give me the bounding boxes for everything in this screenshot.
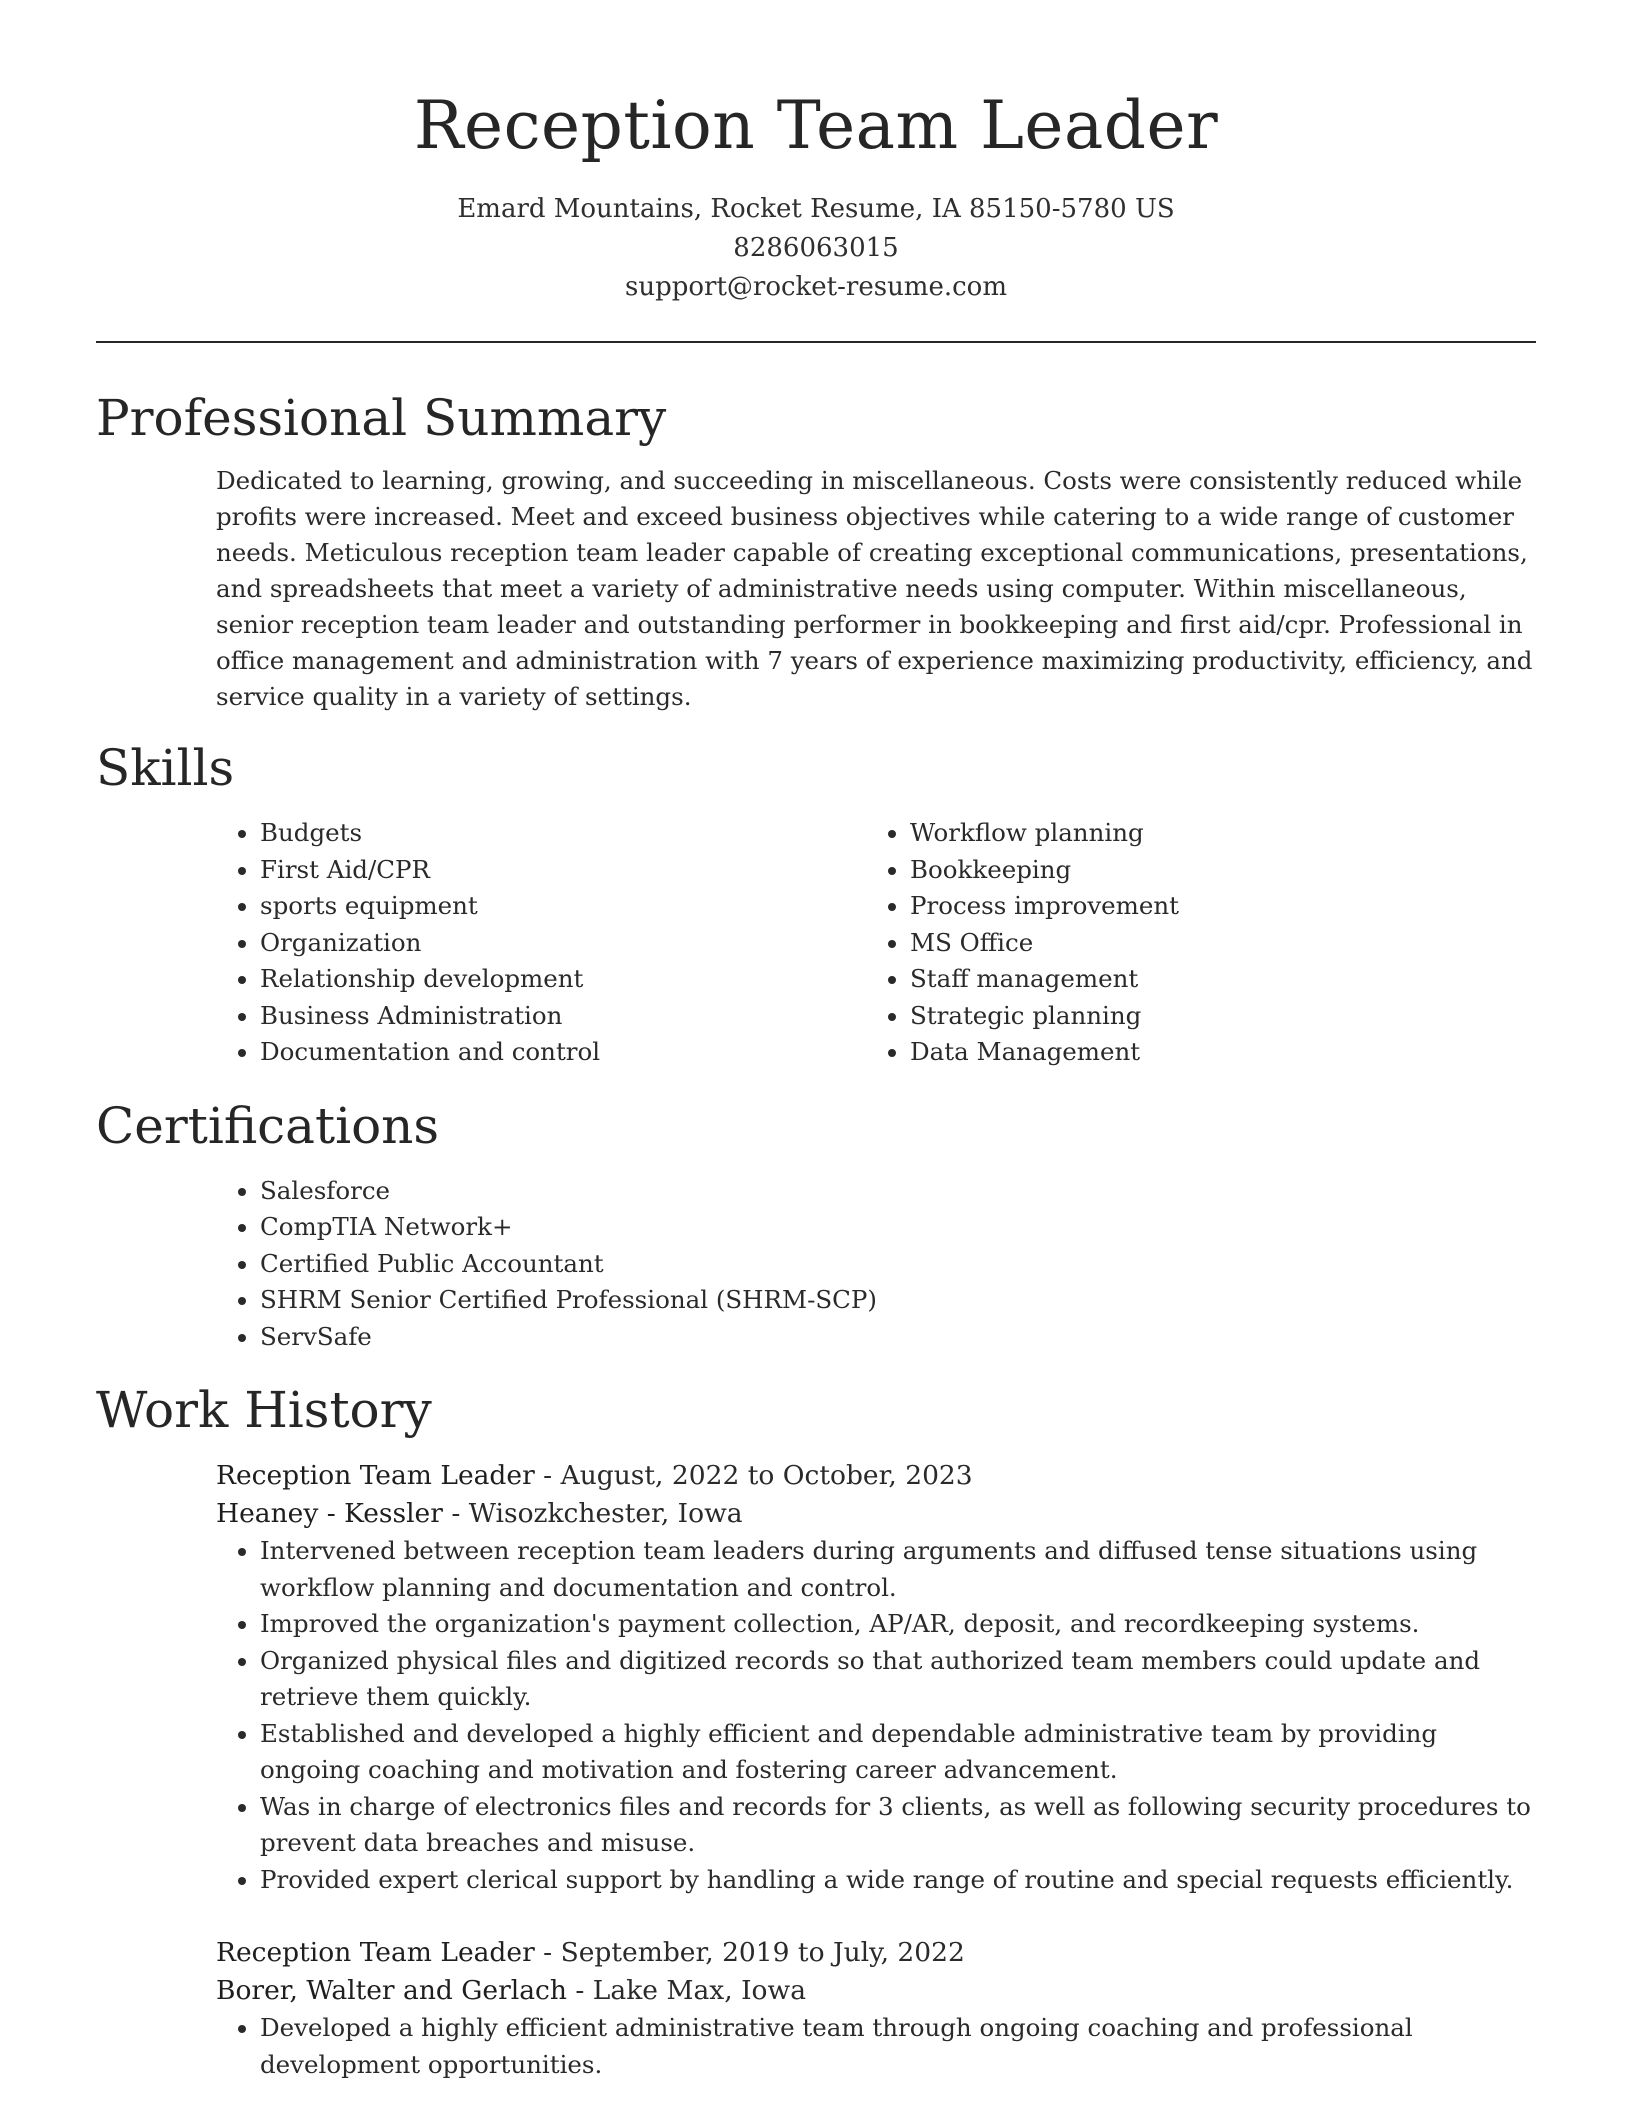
job-bullet: • Was in charge of electronics files and records for 3 clients, as well as following security procedures to prevent data breaches and misuse. [260,1789,1536,1862]
contact-block [96,190,1536,307]
certification-item: • Salesforce [260,1173,1536,1210]
skills-column-right [866,815,1516,1071]
skills-column-left [216,815,866,1071]
skills-heading: Skills [96,739,235,797]
certification-item: • Certified Public Accountant [260,1246,1536,1283]
address: Emard Mountains, Rocket Resume, IA 85150-5780 US [457,194,1175,224]
skill-item: • Data Management [910,1034,1516,1071]
job-role: Reception Team Leader [216,1460,535,1491]
job-bullet: • Provided expert clerical support by handling a wide range of routine and special requests efficiently. [260,1862,1536,1899]
certification-item: • SHRM Senior Certified Professional (SHRM-SCP) [260,1282,1536,1319]
skills-section [216,815,1536,1071]
skill-item: • sports equipment [260,888,866,925]
job-company-line [216,1972,1536,2010]
separator: - [566,1975,593,2006]
job-bullets [216,1533,1536,1898]
skill-item: • First Aid/CPR [260,852,866,889]
job-bullet: • Developed a highly efficient administrative team through ongoing coaching and professional development opportunities. [260,2010,1536,2083]
skill-item: • Budgets [260,815,866,852]
job-company: Heaney - Kessler [216,1498,443,1529]
skill-item: • Relationship development [260,961,866,998]
separator: - [442,1498,469,1529]
job-bullet: • Intervened between reception team leaders during arguments and diffused tense situations using workflow planning and documentation and control. [260,1533,1536,1606]
candidate-title: Reception Team Leader [413,87,1219,164]
skill-item: • Bookkeeping [910,852,1516,889]
skill-item: • MS Office [910,925,1516,962]
skill-item: • Process improvement [910,888,1516,925]
header-divider [96,341,1536,343]
job-bullet: • Organized physical files and digitized records so that authorized team members could update and retrieve them quickly. [260,1643,1536,1716]
phone: 8286063015 [733,233,899,263]
job-bullet: • Improved the organization's payment collection, AP/AR, deposit, and recordkeeping systems. [260,1606,1536,1643]
job-dates: August, 2022 to October, 2023 [560,1460,973,1491]
separator: - [534,1460,561,1491]
summary-text: Dedicated to learning, growing, and succeeding in miscellaneous. Costs were consistently reduced while profits were increased. Meet and exceed business objectives while catering to a wide range of customer needs. Meticulous reception team leader capable of creating exceptional communications, presentations, and spreadsheets that meet a variety of administrative needs using computer. Within miscellaneous, senior reception team leader and outstanding performer in bookkeeping and first aid/cpr. Professional in office management and administration with 7 years of experience maximizing productivity, efficiency, and service quality in a variety of settings. [216,466,1533,711]
job-company-line [216,1495,1536,1533]
job-company: Borer, Walter and Gerlach [216,1975,567,2006]
job-role: Reception Team Leader [216,1937,535,1968]
job-bullet: • Established and developed a highly efficient and dependable administrative team by providing ongoing coaching and motivation and fostering career advancement. [260,1716,1536,1789]
certification-item: • CompTIA Network+ [260,1209,1536,1246]
job-location: Lake Max, Iowa [592,1975,806,2006]
work-history-section [216,1457,1536,2083]
certifications-heading: Certifications [96,1096,440,1155]
certification-item: • ServSafe [260,1319,1536,1356]
job-title-line [216,1934,1536,1972]
summary-heading: Professional Summary [96,389,667,447]
work-history-heading: Work History [96,1381,432,1439]
job-bullets [216,2010,1536,2083]
job-dates: September, 2019 to July, 2022 [560,1937,965,1968]
skill-item: • Staff management [910,961,1516,998]
job-entry [216,1934,1536,2083]
resume-header [96,0,1536,307]
job-title-line [216,1457,1536,1495]
skill-item: • Strategic planning [910,998,1516,1035]
skill-item: • Documentation and control [260,1034,866,1071]
skill-item: • Workflow planning [910,815,1516,852]
skill-item: • Organization [260,925,866,962]
email: support@rocket-resume.com [624,272,1007,302]
separator: - [534,1937,561,1968]
certifications-section [216,1173,1536,1356]
skill-item: • Business Administration [260,998,866,1035]
job-location: Wisozkchester, Iowa [468,1498,743,1529]
job-entry [216,1457,1536,1898]
summary-section [216,463,1536,715]
